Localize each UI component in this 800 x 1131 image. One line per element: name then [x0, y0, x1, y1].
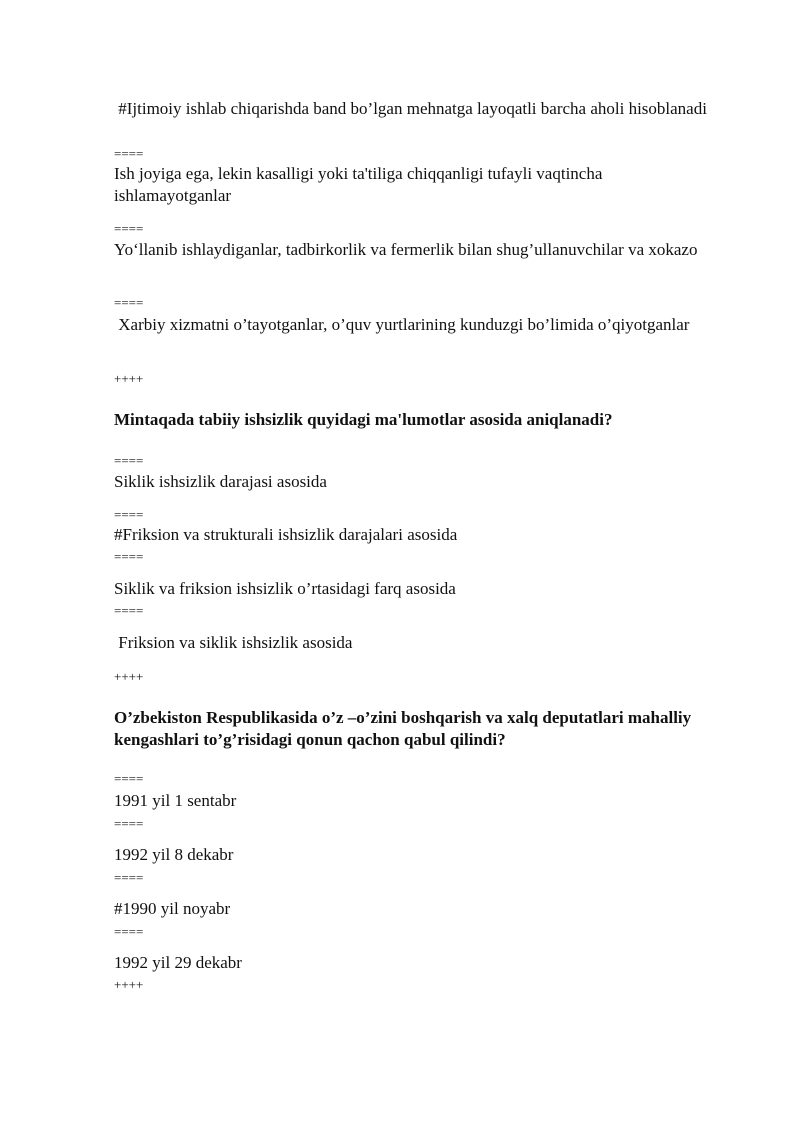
- answer-option: Siklik va friksion ishsizlik o’rtasidagi farq asosida: [114, 579, 456, 598]
- end-marker: ++++: [114, 371, 144, 386]
- answer-option: 1991 yil 1 sentabr: [114, 791, 237, 810]
- question-text: Mintaqada tabiiy ishsizlik quyidagi ma'lumotlar asosida aniqlanadi?: [114, 410, 613, 429]
- answer-option: Siklik ishsizlik darajasi asosida: [114, 472, 327, 491]
- answer-option: 1992 yil 29 dekabr: [114, 953, 242, 972]
- separator: ====: [114, 771, 144, 786]
- separator: ====: [114, 870, 144, 885]
- end-marker: ++++: [114, 977, 144, 992]
- separator: ====: [114, 603, 144, 618]
- separator: ====: [114, 295, 144, 310]
- separator: ====: [114, 221, 144, 236]
- answer-option: Friksion va siklik ishsizlik asosida: [114, 633, 353, 652]
- question-text: O’zbekiston Respublikasida o’z –o’zini boshqarish va xalq deputatlari mahalliy kengashlari to’g’risidagi qonun qachon qabul qilindi?: [114, 708, 696, 749]
- separator: ====: [114, 453, 144, 468]
- answer-option: Xarbiy xizmatni o’tayotganlar, o’quv yurtlarining kunduzgi bo’limida o’qiyotganlar: [114, 315, 690, 334]
- separator: ====: [114, 146, 144, 161]
- answer-option: Yo‘llanib ishlaydiganlar, tadbirkorlik va fermerlik bilan shug’ullanuvchilar va xokazo: [114, 240, 698, 259]
- answer-option: #Friksion va strukturali ishsizlik darajalari asosida: [114, 525, 458, 544]
- answer-option: 1992 yil 8 dekabr: [114, 845, 234, 864]
- answer-option: #1990 yil noyabr: [114, 899, 231, 918]
- separator: ====: [114, 816, 144, 831]
- end-marker: ++++: [114, 669, 144, 684]
- answer-option: #Ijtimoiy ishlab chiqarishda band bo’lgan mehnatga layoqatli barcha aholi hisoblanadi: [114, 99, 707, 118]
- separator: ====: [114, 549, 144, 564]
- answer-option: Ish joyiga ega, lekin kasalligi yoki ta'tiliga chiqqanligi tufayli vaqtincha ishlamayotganlar: [114, 164, 607, 205]
- separator: ====: [114, 924, 144, 939]
- separator: ====: [114, 507, 144, 522]
